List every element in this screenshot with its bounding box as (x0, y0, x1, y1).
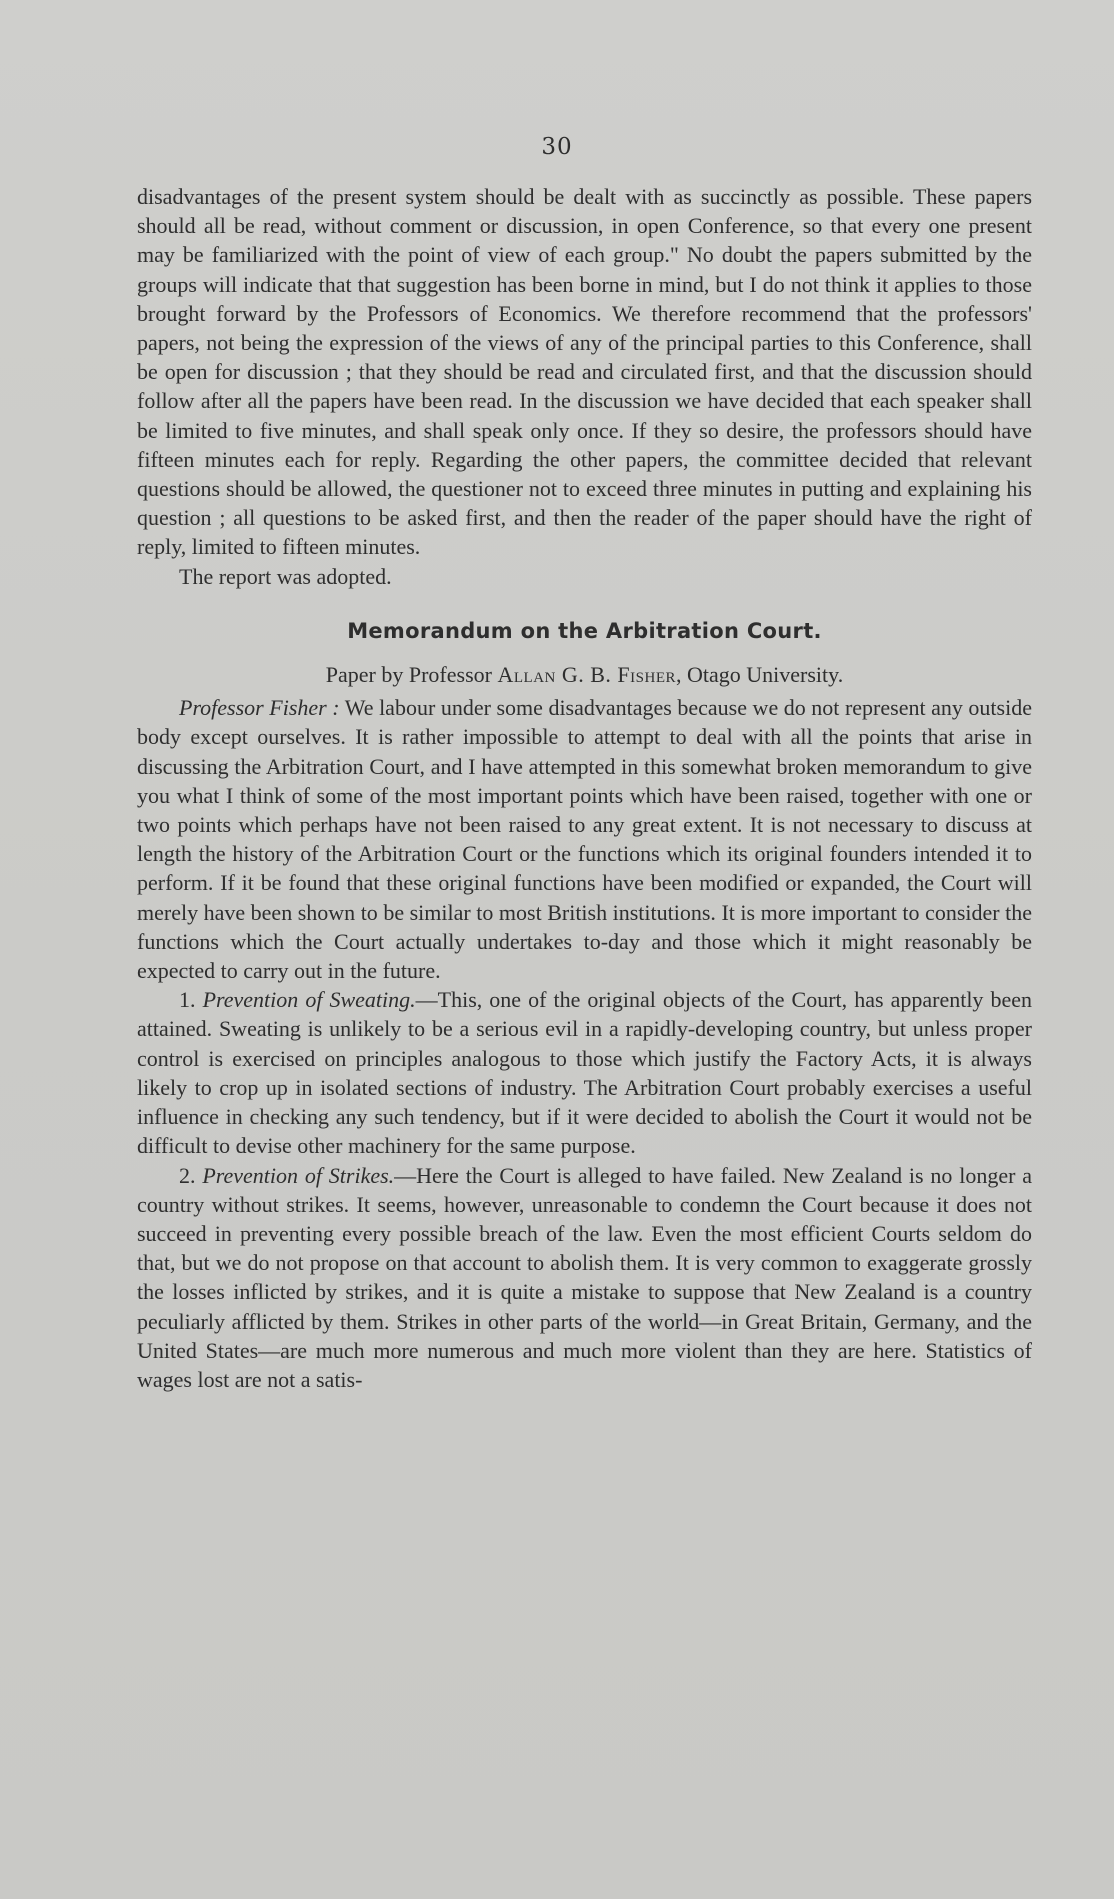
paragraph-prevention-of-sweating (137, 985, 1032, 1160)
paragraph-report-continuation: disadvantages of the present system should be dealt with as succinctly as possible. These papers should all be read, without comment or discussion, in open Conference, so that every one present may be familiarized with the point of view of each group." No doubt the papers submitted by the groups will indicate that that suggestion has been borne in mind, but I do not think it applies to those brought forward by the Professors of Economics. We therefore recommend that the professors' papers, not being the expression of the views of any of the principal parties to this Conference, shall be open for discussion ; that they should be read and circulated first, and that the discussion should follow after all the papers have been read. In the discussion we have decided that each speaker shall be limited to five minutes, and shall speak only once. If they so desire, the professors should have fifteen minutes each for reply. Regarding the other papers, the committee decided that relevant questions should be allowed, the questioner not to exceed three minutes in putting and explaining his question ; all questions to be asked first, and then the reader of the paper should have the right of reply, limited to fifteen minutes. (137, 184, 1032, 560)
byline-suffix: , Otago University. (676, 662, 844, 688)
body-text (137, 182, 1032, 1394)
byline-prefix: Paper by Professor (325, 662, 492, 688)
author-name: Allan G. B. Fisher (497, 662, 676, 688)
item-title: Prevention of Strikes. (202, 1162, 395, 1188)
item-number: 1. (179, 987, 196, 1013)
item-text: —Here the Court is alleged to have failed. New Zealand is no longer a country without strikes. It seems, however, unreasonable to condemn the Court because it does not succeed in preventing every possible breach of the law. Even the most efficient Courts seldom do that, but we do not propose on that account to abolish them. It is very common to exaggerate grossly the losses inflicted by strikes, and it is quite a mistake to suppose that New Zealand is a country peculiarly afflicted by them. Strikes in other parts of the world—in Great Britain, Germany, and the United States—are much more numerous and much more violent than they are here. Statistics of wages lost are not a satis- (137, 1162, 1032, 1392)
section-heading: Memorandum on the Arbitration Court. (347, 618, 822, 643)
item-title: Prevention of Sweating. (202, 987, 416, 1013)
paragraph-professor-fisher (137, 693, 1032, 985)
paragraph-prevention-of-strikes (137, 1161, 1032, 1395)
speaker-name: Professor Fisher : (179, 695, 340, 721)
paragraph-report-adopted: The report was adopted. (179, 563, 392, 589)
paper-byline (137, 660, 1032, 689)
page-number: 30 (541, 134, 573, 160)
item-text: —This, one of the original objects of the Court, has apparently been attained. Sweating is unlikely to be a serious evil in a rapidly-developing country, but unless proper control is exercised on principles analogous to those which justify the Factory Acts, it is always likely to crop up in isolated sections of industry. The Arbitration Court probably exercises a useful influence in checking any such tendency, but if it were decided to abolish the Court it would not be difficult to devise other machinery for the same purpose. (137, 987, 1033, 1159)
speaker-text: We labour under some disadvantages because we do not represent any outside body except ourselves. It is rather impossible to attempt to deal with all the points that arise in discussing the Arbitration Court, and I have attempted in this somewhat broken memorandum to give you what I think of some of the most important points which have been raised, together with one or two points which perhaps have not been raised to any great extent. It is not necessary to discuss at length the history of the Arbitration Court or the functions which its original founders intended it to perform. If it be found that these original functions have been modified or expanded, the Court will merely have been shown to be similar to most British institutions. It is more important to consider the functions which the Court actually undertakes to-day and those which it might reasonably be expected to carry out in the future. (137, 695, 1032, 984)
item-number: 2. (179, 1162, 196, 1188)
